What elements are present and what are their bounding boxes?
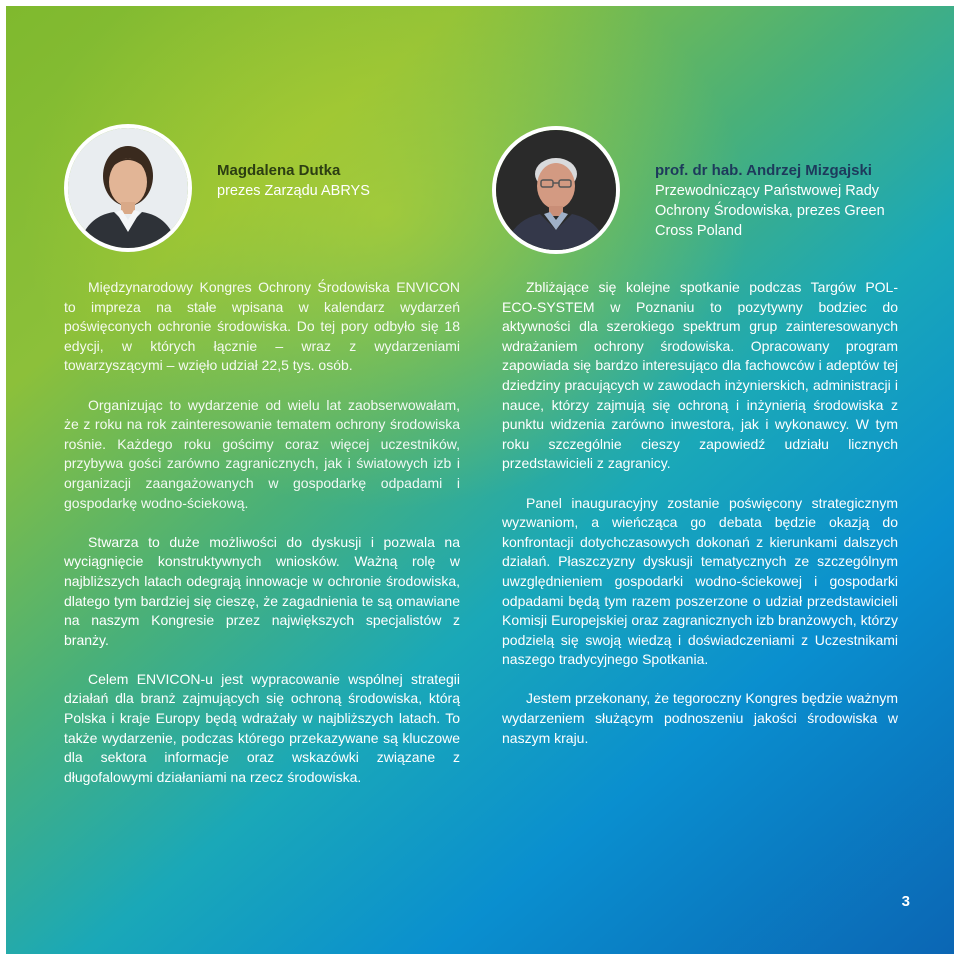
portrait-photo-man	[492, 126, 620, 254]
right-profile-name: prof. dr hab. Andrzej Mizgajski	[655, 162, 872, 179]
portrait-man-icon	[496, 130, 616, 250]
right-profile-role: Przewodniczący Państwowej Rady Ochrony Środowiska, prezes Green Cross Poland	[655, 183, 885, 239]
right-paragraph: Jestem przekonany, że tegoroczny Kongres będzie ważnym wydarzeniem służącym podnoszeniu jakości środowiska w naszym kraju.	[502, 690, 898, 746]
right-paragraph: Zbliżające się kolejne spotkanie podczas Targów POL-ECO-SYSTEM w Poznaniu to pozytywny bodziec do aktywności dla szerokiego spektrum grup zainteresowanych wdrażaniem ochrony środowiska. Opracowany program zapowiada się bardzo interesująco dla fachowców i adeptów tej dziedziny pracujących w zawodach inżynierskich, administracji i nauce, którzy zajmują się ochroną i inżynierią środowiska z punktu widzenia zarówno inwestora, jak i wykonawcy. W tym roku szczególnie cieszy zapowiedź udziału licznych przedstawicieli z zagranicy.	[502, 279, 898, 472]
left-paragraph: Międzynarodowy Kongres Ochrony Środowiska ENVICON to impreza na stałe wpisana w kalendarz wydarzeń poświęconych ochronie środowiska. Do tej pory odbyło się 18 edycji, w których łącznie – wraz z wydarzeniami towarzyszącymi – wzięło udział 22,5 tys. osób.	[64, 279, 460, 374]
portrait-woman-icon	[68, 128, 188, 248]
left-paragraph: Stwarza to duże możliwości do dyskusji i pozwala na wyciągnięcie konstruktywnych wniosków. Ważną rolę w najbliższych latach odegrają innowacje w ochronie środowiska, dlatego tym bardziej się cieszę, że zagadnienia te są omawiane na naszym Kongresie przez największych specjalistów z branży.	[64, 533, 460, 648]
left-paragraph: Celem ENVICON-u jest wypracowanie wspólnej strategii działań dla branż zajmujących się ochroną środowiska, którą Polska i kraje Europy będą wdrażały w najbliższych latach. To także wydarzenie, podczas którego przekazywane są kluczowe dla sektora informacje oraz wskazówki związane z długofalowymi działaniami na rzecz środowiska.	[64, 670, 460, 785]
brochure-page	[6, 6, 954, 954]
left-profile-role: prezes Zarządu ABRYS	[217, 183, 370, 199]
left-profile-name: Magdalena Dutka	[217, 162, 341, 179]
right-paragraph: Panel inauguracyjny zostanie poświęcony strategicznym wyzwaniom, a wieńcząca go debata będzie okazją do konfrontacji dotychczasowych dokonań z kierunkami dalszych działań. Płaszczyzny dyskusji tematycznych ze szczególnym uwzględnieniem gospodarki wodno-ściekowej i gospodarki odpadami będą tym razem poszerzone o udział przedstawicieli Komisji Europejskiej oraz zagranicznych izb branżowych, którzy podzielą się swoją wiedzą i doświadczeniami z Uczestnikami naszego tradycyjnego Spotkania.	[502, 494, 898, 668]
portrait-photo-woman	[64, 124, 192, 252]
page-number: 3	[901, 893, 910, 910]
left-paragraph: Organizując to wydarzenie od wielu lat zaobserwowałam, że z roku na rok zainteresowanie tematem ochrony środowiska rośnie. Każdego roku gościmy coraz więcej uczestników, przybywa gości zarówno zagranicznych, jak i światowych izb i organizacji zaangażowanych w gospodarkę odpadami i gospodarkę wodno-ściekową.	[64, 396, 460, 511]
right-text-column	[502, 278, 898, 768]
left-text-column	[64, 278, 460, 807]
